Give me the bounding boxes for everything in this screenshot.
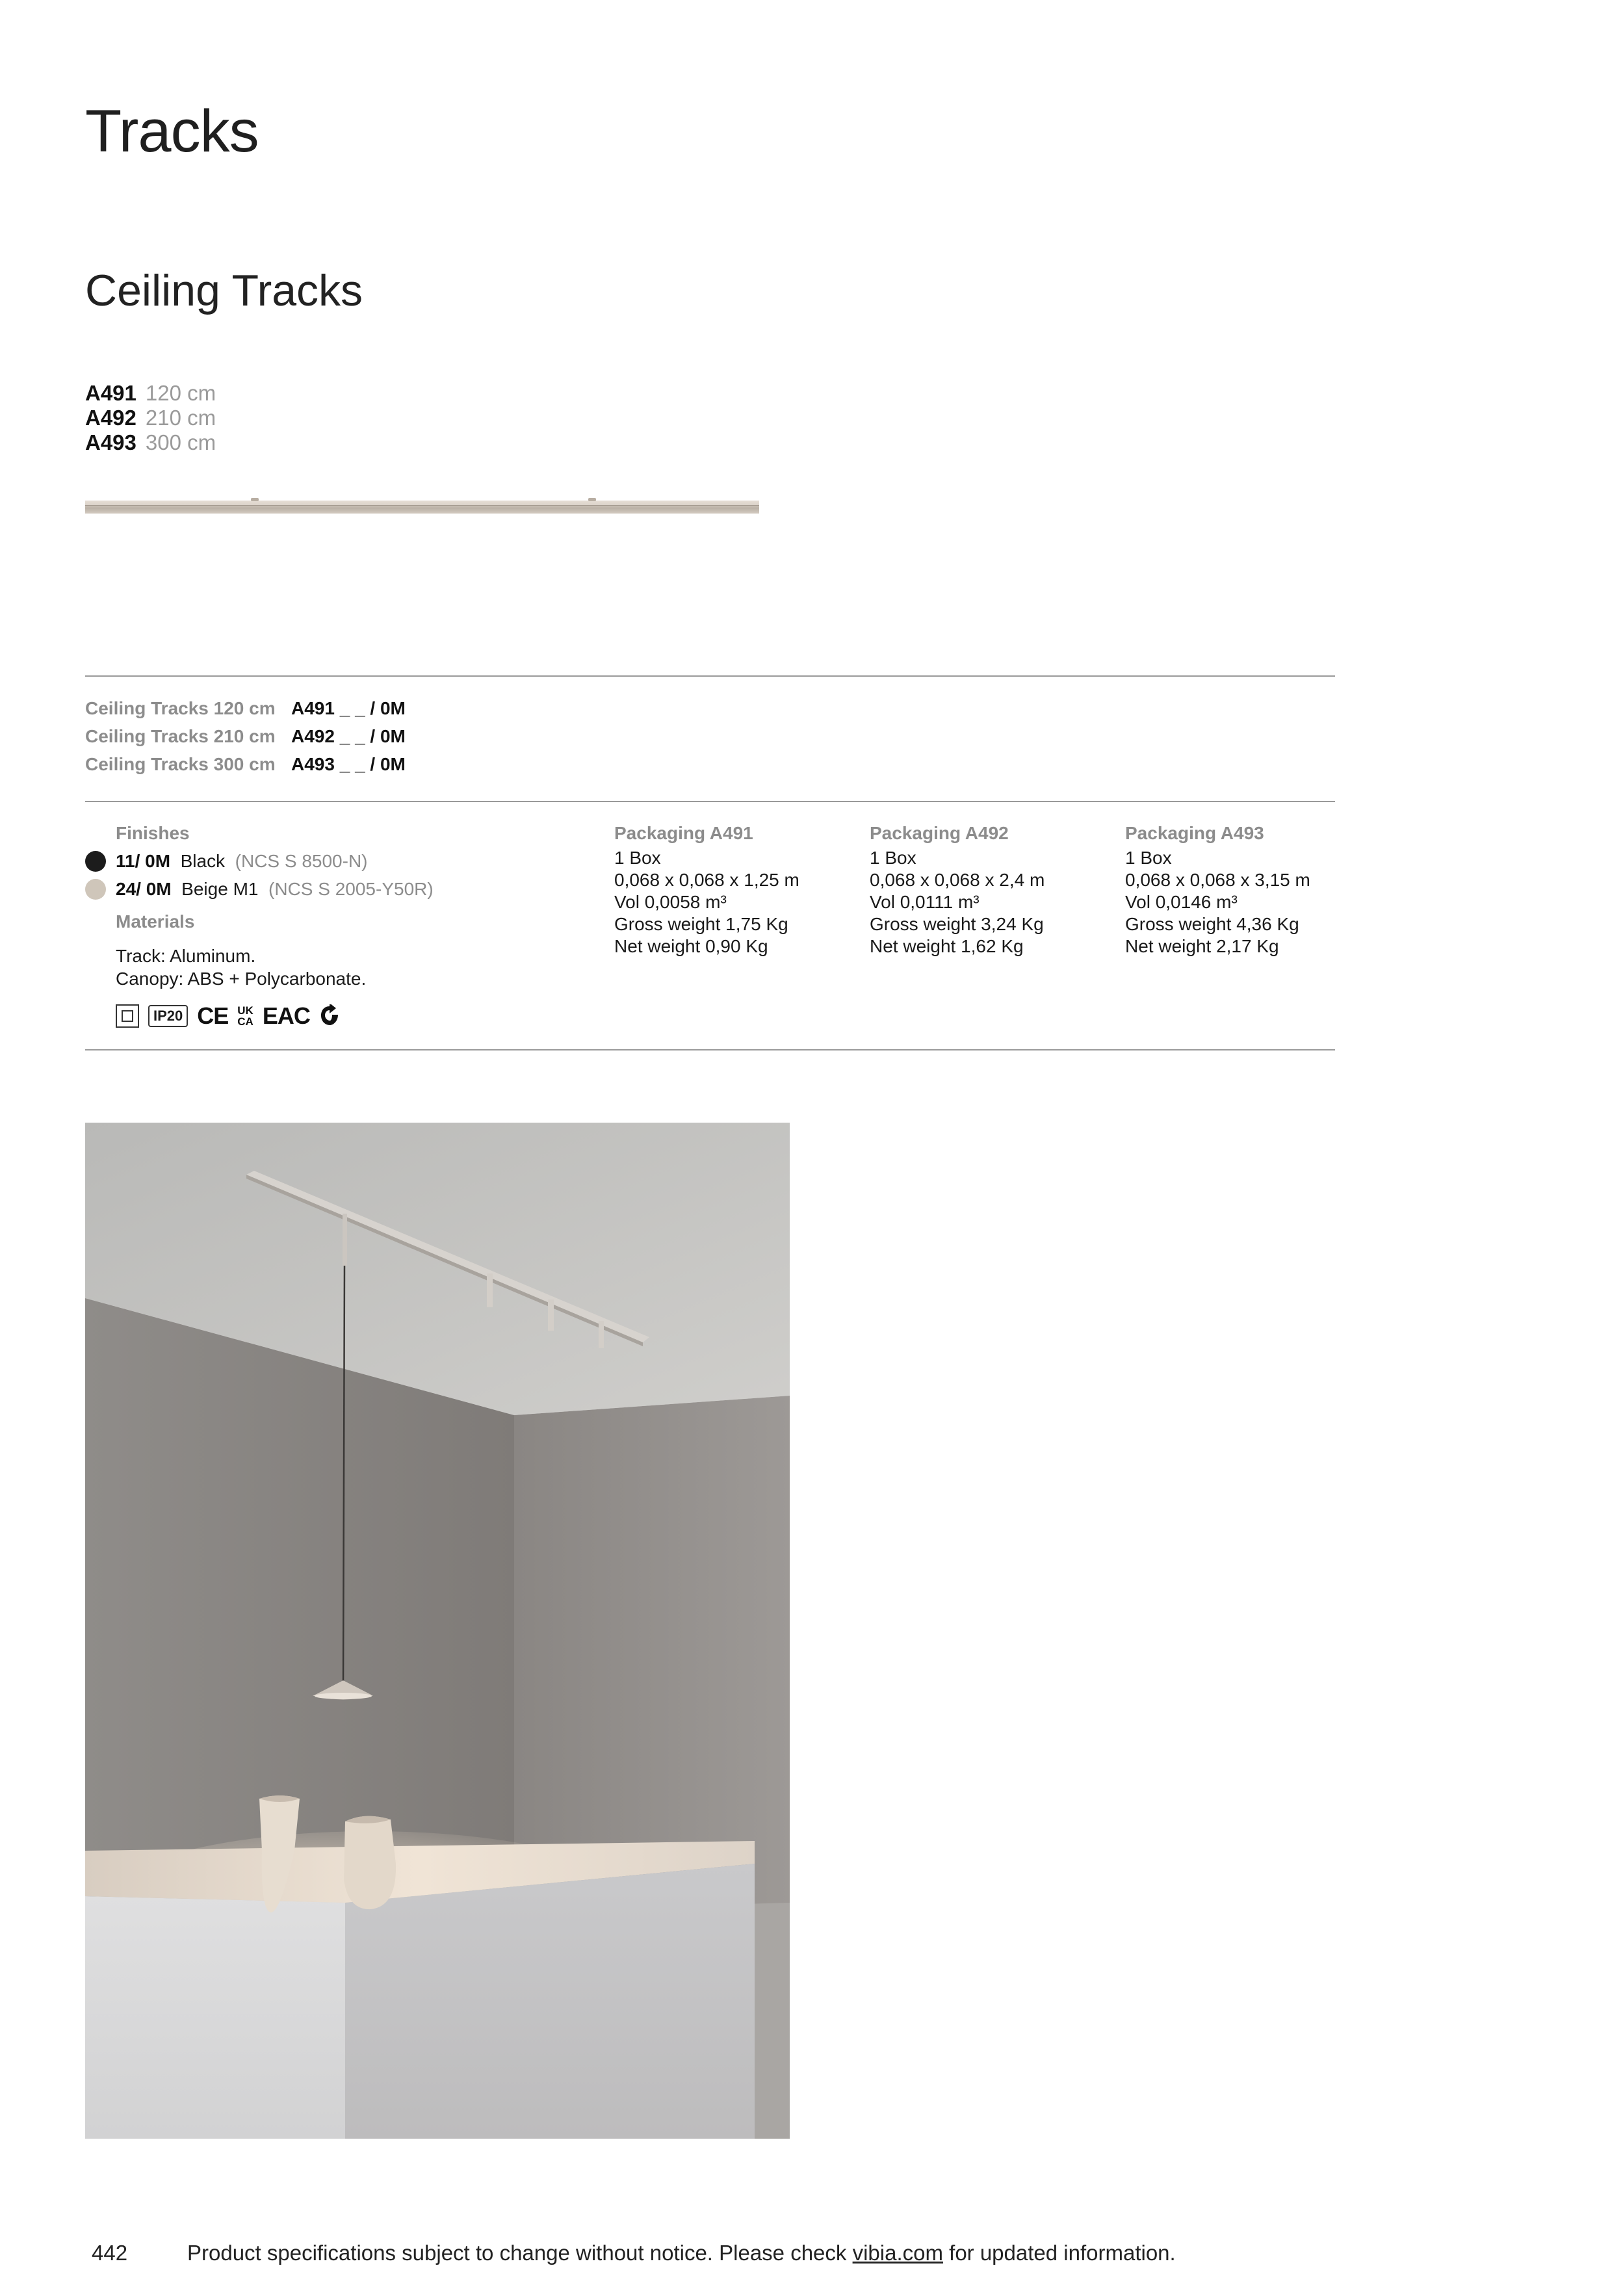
packaging-volume: Vol 0,0111 m³ [870, 892, 980, 912]
divider [85, 801, 1335, 802]
variant-item [85, 430, 216, 455]
reference-row [85, 694, 406, 722]
divider [85, 1049, 1335, 1050]
reference-code: A492 _ _ / 0M [291, 726, 406, 746]
section-title: Tracks [85, 98, 259, 164]
ce-mark-icon: CE [197, 1002, 229, 1029]
finish-code: 11/ 0M [116, 851, 171, 871]
product-title: Ceiling Tracks [85, 266, 363, 315]
finishes-block [116, 819, 434, 903]
finish-item [116, 875, 434, 903]
ukca-mark-icon [237, 1005, 253, 1027]
track-product-image [85, 495, 759, 515]
material-line: Canopy: ABS + Polycarbonate. [116, 969, 367, 989]
footer-text: Product specifications subject to change without notice. Please check [187, 2241, 853, 2265]
reference-row [85, 722, 406, 750]
packaging-a491 [614, 819, 799, 958]
packaging-net: Net weight 2,17 Kg [1125, 936, 1279, 956]
finish-ncs: (NCS S 2005-Y50R) [268, 879, 434, 899]
reference-name: Ceiling Tracks 120 cm [85, 698, 276, 718]
packaging-gross: Gross weight 4,36 Kg [1125, 914, 1299, 934]
finish-name: Beige M1 [181, 879, 259, 899]
packaging-volume: Vol 0,0146 m³ [1125, 892, 1238, 912]
reference-list [85, 694, 406, 778]
packaging-box: 1 Box [1125, 848, 1172, 868]
ip20-badge: IP20 [148, 1005, 188, 1027]
variant-length: 210 cm [145, 406, 216, 430]
variant-code: A492 [85, 406, 136, 430]
materials-label: Materials [116, 911, 195, 932]
finish-name: Black [180, 851, 226, 871]
variant-item [85, 406, 216, 430]
packaging-gross: Gross weight 1,75 Kg [614, 914, 788, 934]
packaging-dims: 0,068 x 0,068 x 3,15 m [1125, 870, 1310, 890]
recycle-mark-icon [319, 1004, 340, 1028]
variant-length: 120 cm [145, 381, 216, 405]
finish-swatch-black [85, 851, 106, 872]
packaging-label: Packaging A493 [1125, 823, 1264, 843]
reference-name: Ceiling Tracks 210 cm [85, 726, 276, 746]
materials-block [116, 910, 366, 990]
packaging-gross: Gross weight 3,24 Kg [870, 914, 1044, 934]
finishes-label: Finishes [116, 823, 190, 843]
packaging-a493 [1125, 819, 1310, 958]
packaging-net: Net weight 1,62 Kg [870, 936, 1024, 956]
variant-code: A491 [85, 381, 136, 405]
eac-mark-icon: EAC [262, 1002, 310, 1029]
reference-code: A493 _ _ / 0M [291, 754, 406, 774]
footer-text-end: for updated information. [942, 2241, 1176, 2265]
packaging-label: Packaging A492 [870, 823, 1009, 843]
divider [85, 675, 1335, 677]
packaging-box: 1 Box [870, 848, 916, 868]
packaging-label: Packaging A491 [614, 823, 753, 843]
packaging-net: Net weight 0,90 Kg [614, 936, 768, 956]
material-line: Track: Aluminum. [116, 946, 256, 966]
finish-item [116, 847, 434, 875]
packaging-volume: Vol 0,0058 m³ [614, 892, 727, 912]
vibia-link[interactable]: vibia.com [852, 2241, 943, 2265]
variant-item [85, 381, 216, 406]
packaging-a492 [870, 819, 1045, 958]
variant-length: 300 cm [145, 430, 216, 454]
finish-swatch-beige [85, 879, 106, 900]
page-number: 442 [92, 2241, 128, 2265]
variant-code: A493 [85, 430, 136, 454]
class-ii-icon [116, 1004, 139, 1028]
footer-note [187, 2241, 1176, 2265]
ukca-bottom: CA [237, 1015, 253, 1028]
reference-name: Ceiling Tracks 300 cm [85, 754, 276, 774]
variant-list [85, 381, 216, 455]
lifestyle-photo [85, 1123, 790, 2139]
certification-icons [116, 1003, 340, 1029]
reference-code: A491 _ _ / 0M [291, 698, 406, 718]
packaging-dims: 0,068 x 0,068 x 2,4 m [870, 870, 1045, 890]
finish-ncs: (NCS S 8500-N) [235, 851, 368, 871]
finish-code: 24/ 0M [116, 879, 172, 899]
ukca-top: UK [237, 1004, 253, 1017]
packaging-box: 1 Box [614, 848, 661, 868]
packaging-dims: 0,068 x 0,068 x 1,25 m [614, 870, 799, 890]
reference-row [85, 750, 406, 778]
